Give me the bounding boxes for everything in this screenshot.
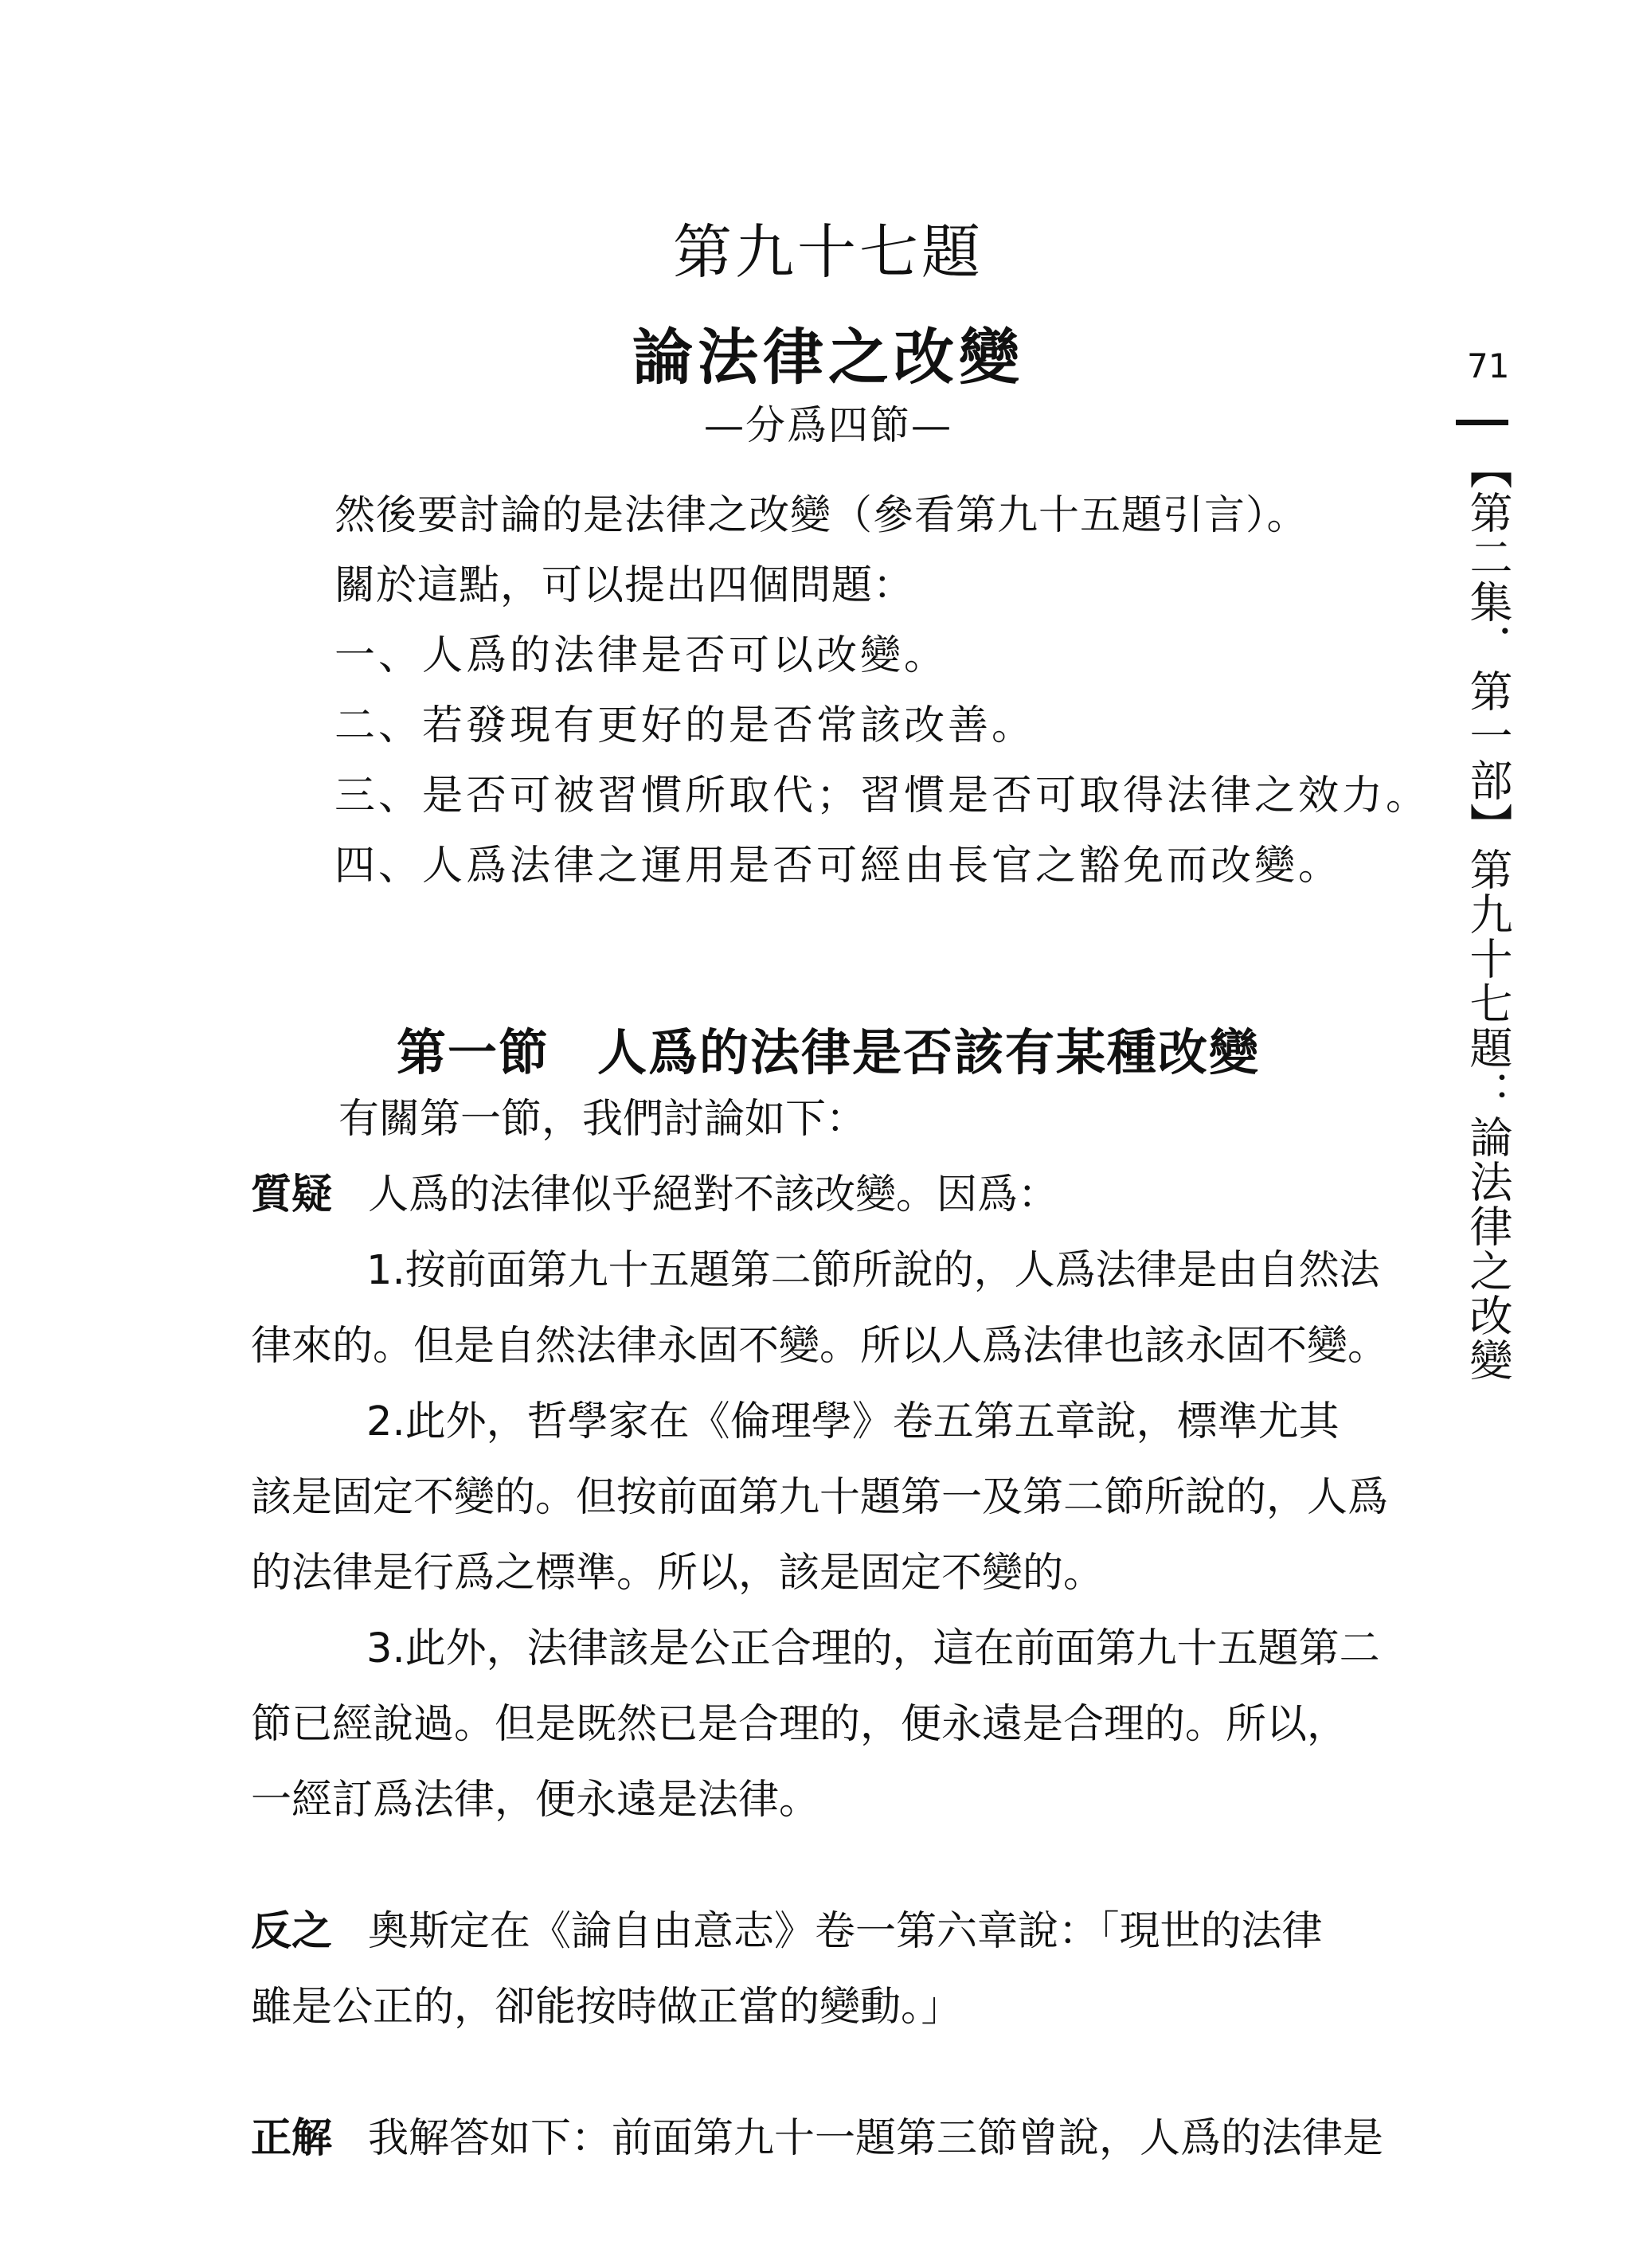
intro-line: 關於這點，可以提出四個問題： <box>334 562 915 609</box>
section-title: 人爲的法律是否該有某種改變 <box>597 1023 1261 1081</box>
paragraph-line: 節已經說過。但是既然已是合理的，便永遠是合理的。所以， <box>251 1701 1348 1748</box>
paragraph-line: 該是固定不變的。但按前面第九十題第一及第二節所說的，人爲 <box>251 1474 1389 1521</box>
answer-label: 正解 <box>251 2115 333 2162</box>
division-note: —分爲四節— <box>704 402 952 448</box>
section-number: 第一節 <box>396 1023 550 1081</box>
objection-text: 人爲的法律似乎絕對不該改變。因爲： <box>368 1171 1059 1218</box>
contrary-line <box>251 1894 1406 1969</box>
answer-line <box>251 2101 1406 2176</box>
intro-block <box>334 481 1430 901</box>
paragraph-line: 3.此外，法律該是公正合理的，這在前面第九十五題第二 <box>366 1625 1380 1672</box>
paragraph-line: 律來的。但是自然法律永固不變。所以人爲法律也該永固不變。 <box>251 1323 1389 1370</box>
paragraph-line: 1.按前面第九十五題第二節所說的，人爲法律是由自然法 <box>366 1247 1380 1294</box>
question-title: 第九十七題 <box>673 218 984 287</box>
contrary-label: 反之 <box>251 1908 333 1955</box>
contrary-text: 奧斯定在《論自由意志》卷一第六章說：「現世的法律 <box>368 1908 1323 1955</box>
question-item: 四、人爲法律之運用是否可經由長官之豁免而改變。 <box>334 843 1343 890</box>
intro-line: 然後要討論的是法律之改變（參看第九十五題引言）。 <box>334 492 1308 539</box>
objection-line <box>251 1157 1406 1233</box>
section-heading <box>0 1013 1631 1084</box>
paragraph-line: 雖是公正的，卻能按時做正當的變動。」 <box>251 1984 962 2031</box>
question-item: 二、若發現有更好的是否常該改善。 <box>334 702 1036 749</box>
page-number: 71 <box>1467 346 1510 385</box>
paragraph-line: 的法律是行爲之標準。所以，該是固定不變的。 <box>251 1550 1105 1597</box>
question-subtitle: 論法律之改變 <box>632 322 1024 393</box>
section-opening: 有關第一節，我們討論如下： <box>338 1096 867 1143</box>
paragraph-line: 一經訂爲法律，便永遠是法律。 <box>251 1777 820 1824</box>
body-text <box>251 1081 1406 2176</box>
answer-text: 我解答如下：前面第九十一題第三節曾說，人爲的法律是 <box>368 2115 1384 2162</box>
paragraph-line: 2.此外，哲學家在《倫理學》卷五第五章說，標準尤其 <box>366 1398 1340 1445</box>
objection-label: 質疑 <box>251 1171 333 1218</box>
question-item: 三、是否可被習慣所取代；習慣是否可取得法律之效力。 <box>334 772 1430 819</box>
question-item: 一、人爲的法律是否可以改變。 <box>334 632 948 679</box>
running-title: 【第二集．第一部】第九十七題：論法律之改變 <box>1463 446 1513 1382</box>
